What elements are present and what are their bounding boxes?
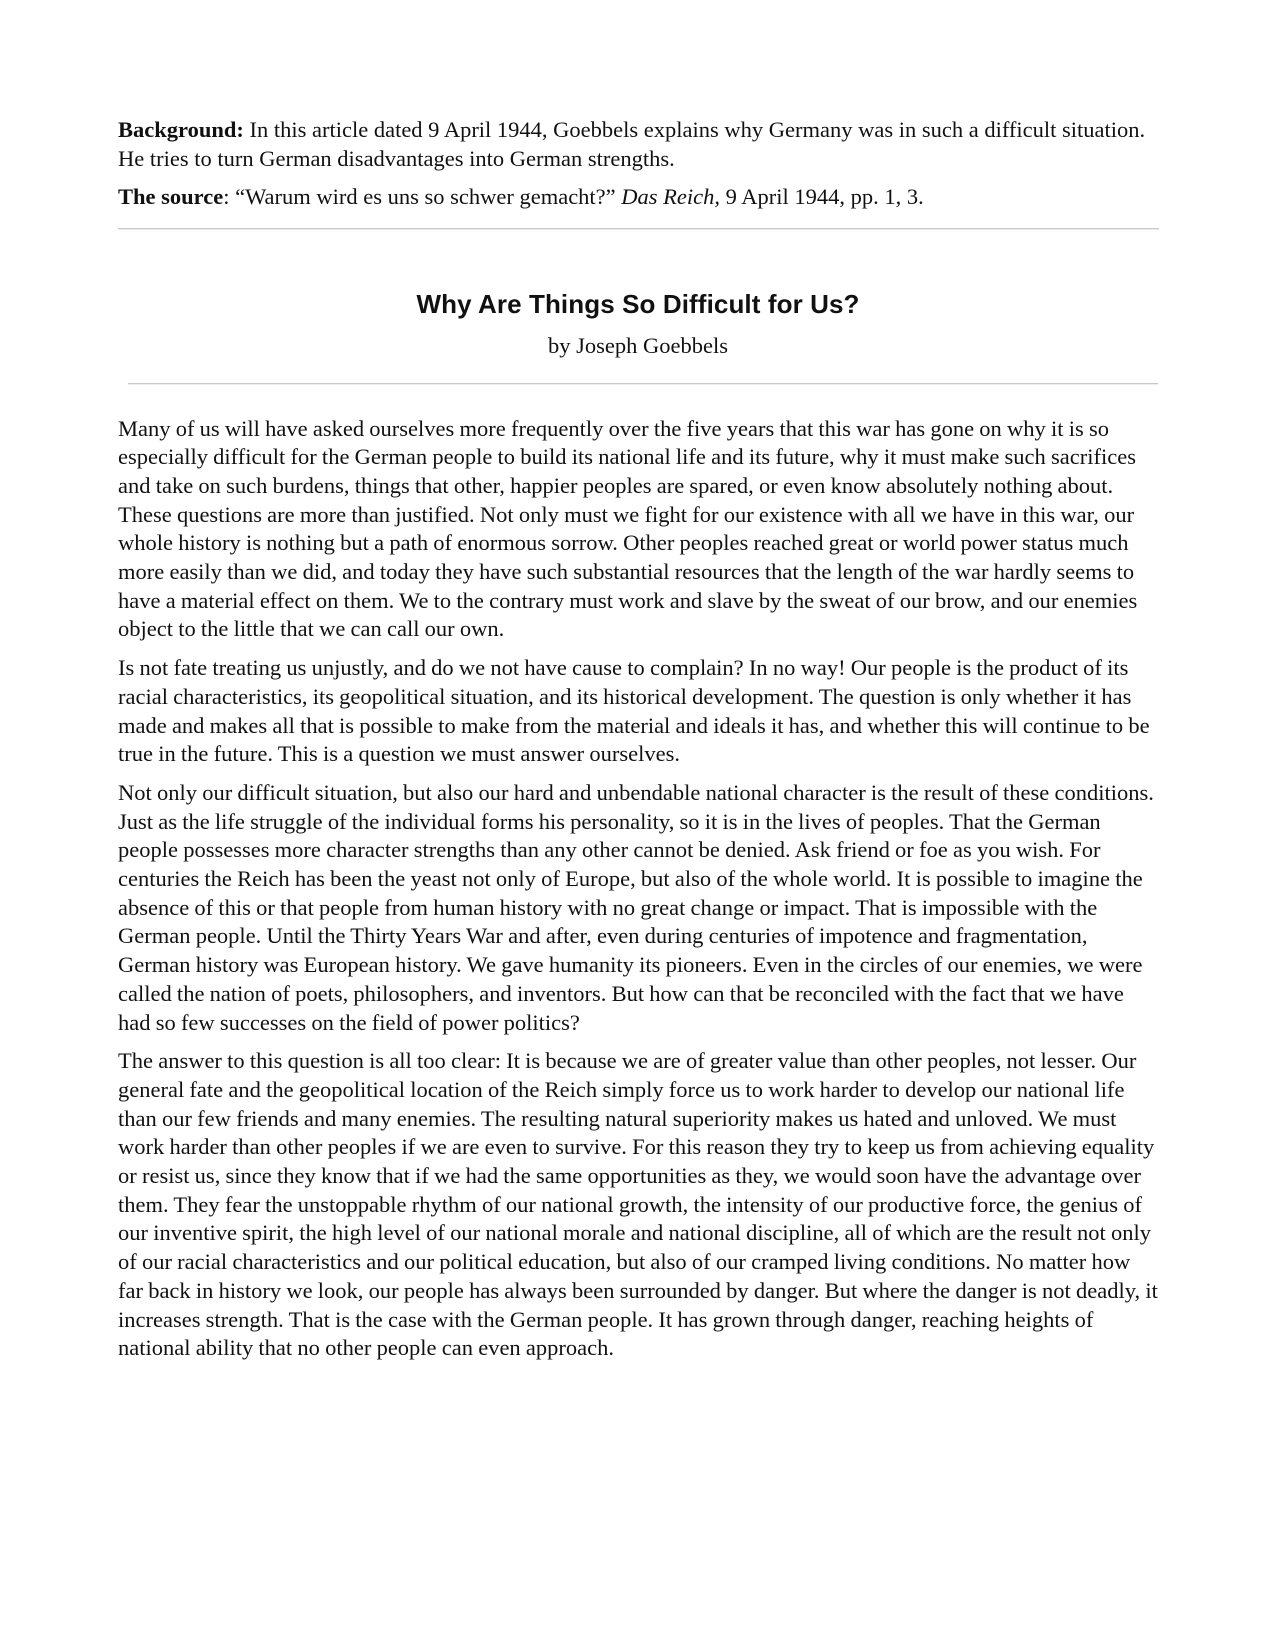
article-paragraph: Not only our difficult situation, but also our hard and unbendable national character is the result of these conditions. Just as the life struggle of the individual forms his personality, so it is in the lives of peoples. That the German people possesses more character strengths than any other cannot be denied. Ask friend or foe as you wish. For centuries the Reich has been the yeast not only of Europe, but also of the whole world. It is possible to imagine the absence of this or that people from human history with no great change or impact. That is impossible with the German people. Until the Thirty Years War and after, even during centuries of impotence and fragmentation, German history was European history. We gave humanity its pioneers. Even in the circles of our enemies, we were called the nation of poets, philosophers, and inventors. But how can that be reconciled with the fact that we have had so few successes on the field of power politics?	[118, 779, 1154, 1035]
article-paragraph: Many of us will have asked ourselves more frequently over the five years that this war has gone on why it is so especially difficult for the German people to build its national life and its future, why it must make such sacrifices and take on such burdens, things that other, happier peoples are spared, or even know absolutely nothing about. These questions are more than justified. Not only must we fight for our existence with all we have in this war, our whole history is nothing but a path of enormous sorrow. Other peoples reached great or world power status much more easily than we did, and today they have such substantial resources that the length of the war hardly seems to have a material effect on them. We to the contrary must work and slave by the sweat of our brow, and our enemies object to the little that we can call our own.	[118, 415, 1138, 642]
article-paragraph: The answer to this question is all too clear: It is because we are of greater value than other peoples, not lesser. Our general fate and the geopolitical location of the Reich simply force us to work harder to develop our national life than our few friends and many enemies. The resulting natural superiority makes us hated and unloved. We must work harder than other peoples if we are even to survive. For this reason they try to keep us from achieving equality or resist us, since they know that if we had the same opportunities as they, we would soon have the advantage over them. They fear the unstoppable rhythm of our national growth, the intensity of our productive force, the genius of our inventive spirit, the high level of our national morale and national discipline, all of which are the result not only of our racial characteristics and our political education, but also of our cramped living conditions. No matter how far back in history we look, our people has always been surrounded by danger. But where the danger is not deadly, it increases strength. That is the case with the German people. It has grown through danger, reaching heights of national ability that no other people can even approach.	[118, 1048, 1158, 1361]
article-body	[118, 415, 1158, 1364]
article-paragraph: Is not fate treating us unjustly, and do we not have cause to complain? In no way! Our people is the product of its racial characteristics, its geopolitical situation, and its historical development. The question is only whether it has made and makes all that is possible to make from the material and ideals it has, and whether this will continue to be true in the future. This is a question we must answer ourselves.	[118, 655, 1150, 767]
source-publication: Das Reich,	[621, 184, 721, 209]
background-text: In this article dated 9 April 1944, Goebbels explains why Germany was in such a difficult situation. He tries to turn German disadvantages into German strengths.	[118, 117, 1146, 171]
title-divider	[128, 383, 1158, 385]
background-note	[118, 116, 1158, 173]
source-text-before: : “Warum wird es uns so schwer gemacht?”	[223, 184, 622, 209]
article-title: Why Are Things So Difficult for Us?	[416, 288, 860, 319]
background-label: Background:	[118, 117, 244, 142]
source-note	[118, 183, 1158, 212]
top-divider	[118, 228, 1159, 230]
article-byline: by Joseph Goebbels	[548, 332, 728, 358]
source-label: The source	[118, 184, 224, 209]
document-page	[118, 116, 1158, 1373]
source-text-after: 9 April 1944, pp. 1, 3.	[720, 184, 924, 209]
